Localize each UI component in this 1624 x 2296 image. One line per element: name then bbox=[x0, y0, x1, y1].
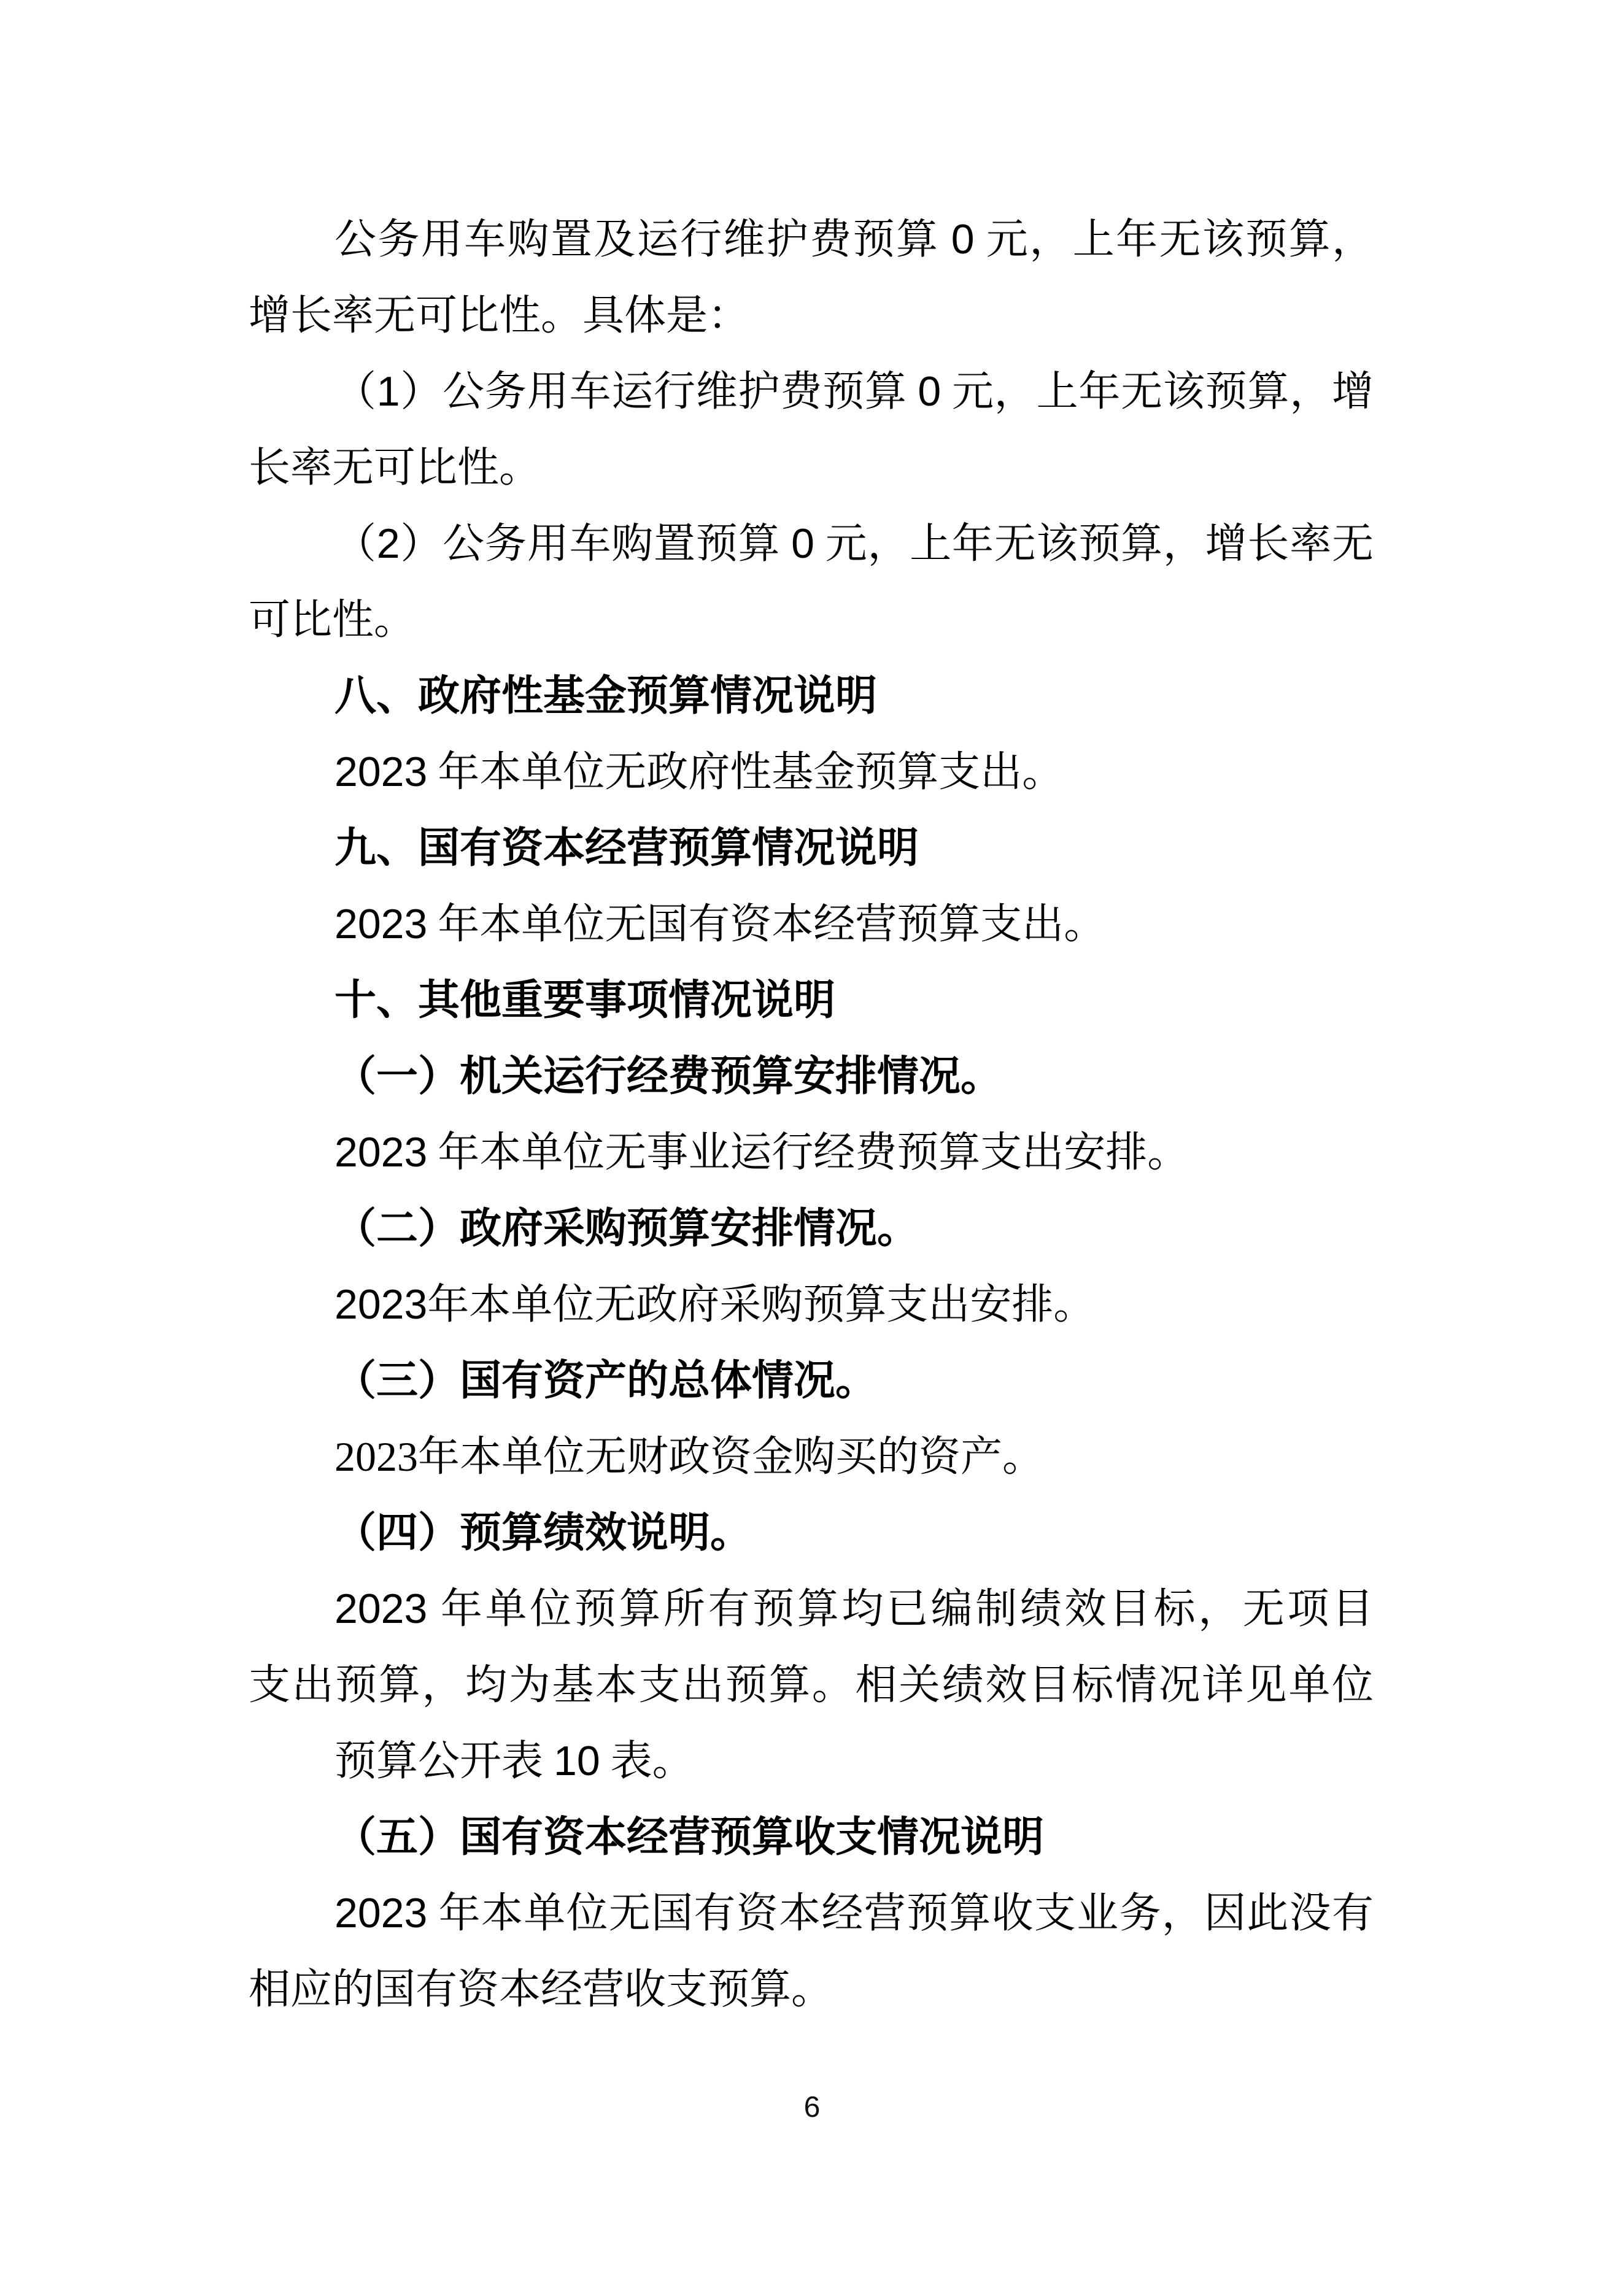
numeric-text: 10 bbox=[554, 1738, 600, 1784]
numeric-text: 2023 bbox=[334, 1585, 428, 1632]
numeric-text: 2023 bbox=[334, 901, 428, 947]
page-number: 6 bbox=[803, 2091, 821, 2124]
numeric-text: 2 bbox=[376, 520, 400, 567]
text-line: （1）公务用车运行维护费预算 0 元，上年无该预算，增 bbox=[334, 368, 1374, 415]
numeric-text: 0 bbox=[951, 216, 975, 263]
numeric-text: 2023 bbox=[334, 749, 428, 795]
text-line: 长率无可比性。 bbox=[249, 444, 541, 491]
heading-line: 九、国有资本经营预算情况说明 bbox=[334, 825, 919, 871]
text-line: 相应的国有资本经营收支预算。 bbox=[249, 1966, 833, 2013]
text-line: 公务用车购置及运行维护费预算 0 元，上年无该预算， bbox=[334, 216, 1374, 263]
heading-line: 八、政府性基金预算情况说明 bbox=[334, 672, 878, 719]
heading-line: （五）国有资本经营预算收支情况说明 bbox=[334, 1814, 1045, 1860]
heading-line: （二）政府采购预算安排情况。 bbox=[334, 1205, 919, 1252]
document-body bbox=[249, 201, 1374, 2027]
text-line: 2023 年本单位无国有资本经营预算支出。 bbox=[334, 901, 1106, 947]
numeric-text: 0 bbox=[791, 520, 814, 567]
text-line: （2）公务用车购置预算 0 元，上年无该预算，增长率无 bbox=[334, 520, 1374, 567]
text-line: 2023年本单位无财政资金购买的资产。 bbox=[334, 1433, 1045, 1480]
text-line: 增长率无可比性。具体是： bbox=[249, 292, 750, 339]
heading-line: （四）预算绩效说明。 bbox=[334, 1509, 752, 1556]
numeric-text: 2023 bbox=[334, 1281, 428, 1328]
heading-line: 十、其他重要事项情况说明 bbox=[334, 977, 836, 1023]
numeric-text: 1 bbox=[376, 368, 400, 415]
text-line: 2023年本单位无政府采购预算支出安排。 bbox=[334, 1281, 1096, 1328]
numeric-text: 0 bbox=[918, 368, 942, 415]
heading-line: （一）机关运行经费预算安排情况。 bbox=[334, 1053, 1003, 1100]
text-line: 可比性。 bbox=[249, 596, 416, 643]
text-line: 2023 年单位预算所有预算均已编制绩效目标，无项目 bbox=[334, 1585, 1374, 1632]
text-line: 2023 年本单位无政府性基金预算支出。 bbox=[334, 749, 1064, 795]
heading-line: （三）国有资产的总体情况。 bbox=[334, 1357, 878, 1404]
numeric-text: 2023 bbox=[334, 1129, 428, 1176]
numeric-text: 2023 bbox=[334, 1890, 428, 1936]
text-line: 2023 年本单位无国有资本经营预算收支业务，因此没有 bbox=[334, 1890, 1374, 1936]
text-line: 2023 年本单位无事业运行经费预算支出安排。 bbox=[334, 1129, 1189, 1176]
text-line: 预算公开表 10 表。 bbox=[334, 1738, 694, 1784]
numeric-text: 2023 bbox=[334, 1433, 418, 1480]
text-line: 支出预算，均为基本支出预算。相关绩效目标情况详见单位 bbox=[249, 1662, 1374, 1708]
